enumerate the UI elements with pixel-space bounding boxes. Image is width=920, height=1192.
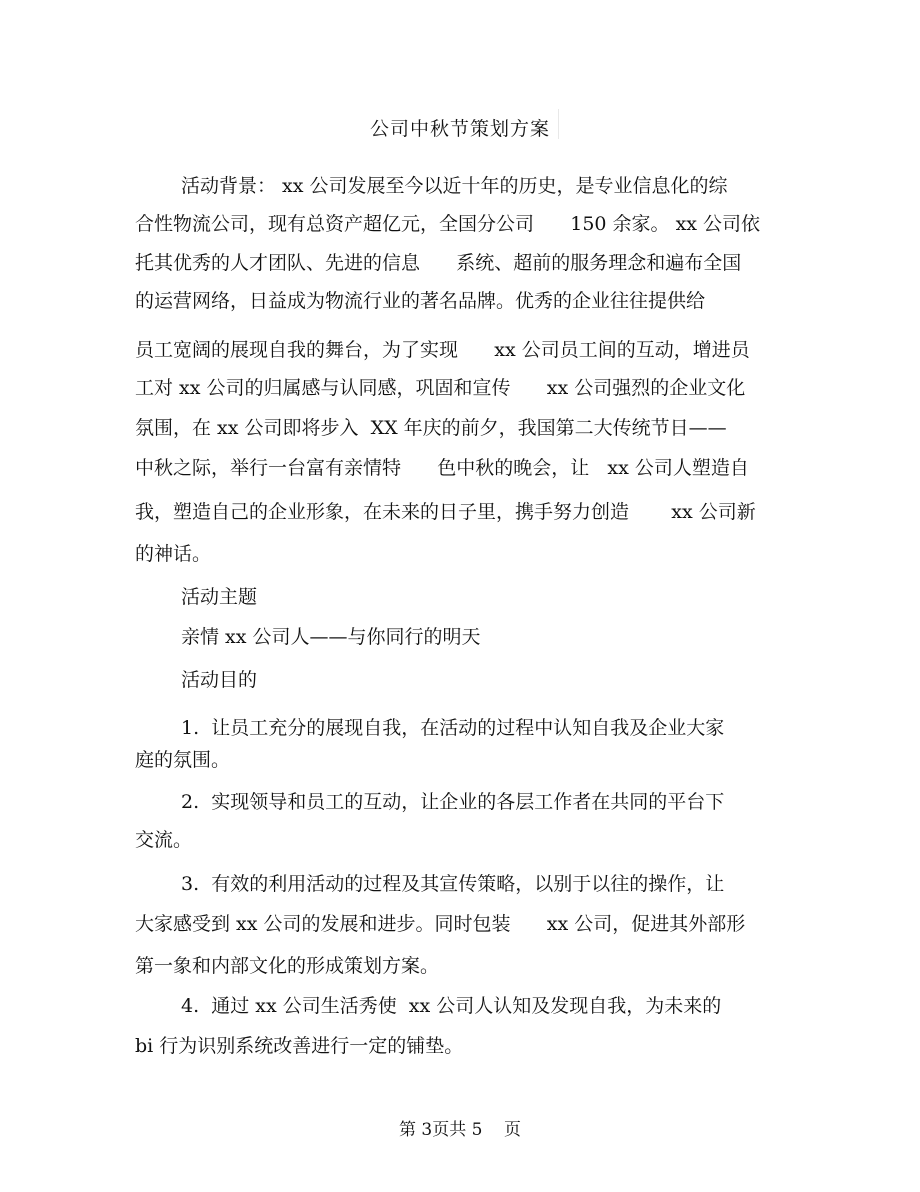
purpose-item-3-cont2: 第一象和内部文化的形成策划方案。	[135, 955, 440, 977]
background-line: 员工宽阔的展现自我的舞台，为了实现 xx 公司员工间的互动，增进员	[135, 339, 750, 361]
page-footer: 第 3页共 5 页	[398, 1120, 522, 1140]
purpose-item-3-cont: 大家感受到 xx 公司的发展和进步。同时包装 xx 公司，促进其外部形	[135, 913, 746, 935]
background-line: 的运营网络，日益成为物流行业的著名品牌。优秀的企业往往提供给	[135, 290, 706, 312]
background-line: 的神话。	[135, 543, 212, 565]
background-line: 托其优秀的人才团队、先进的信息 系统、超前的服务理念和遍布全国	[135, 252, 742, 274]
background-line: 活动背景： xx 公司发展至今以近十年的历史，是专业信息化的综	[181, 175, 728, 197]
background-line: 氛围，在 xx 公司即将步入 XX 年庆的前夕，我国第二大传统节日——	[135, 417, 727, 439]
purpose-item-1: 1. 让员工充分的展现自我，在活动的过程中认知自我及企业大家	[181, 717, 725, 739]
background-line: 我，塑造自己的企业形象，在未来的日子里，携手努力创造 xx 公司新	[135, 501, 756, 523]
purpose-item-4-cont: bi 行为识别系统改善进行一定的铺垫。	[135, 1035, 464, 1057]
theme-text: 亲情 xx 公司人——与你同行的明天	[181, 626, 481, 648]
purpose-item-2-cont: 交流。	[135, 829, 193, 851]
theme-heading: 活动主题	[181, 586, 258, 608]
background-line: 合性物流公司，现有总资产超亿元，全国分公司 150 余家。 xx 公司依	[135, 213, 761, 235]
purpose-item-2: 2. 实现领导和员工的互动，让企业的各层工作者在共同的平台下	[181, 791, 725, 813]
document-title: 公司中秋节策划方案	[369, 118, 550, 140]
purpose-item-3: 3. 有效的利用活动的过程及其宣传策略，以别于以往的操作，让	[181, 873, 725, 895]
background-line: 工对 xx 公司的归属感与认同感，巩固和宣传 xx 公司强烈的企业文化	[135, 377, 746, 399]
background-line: 中秋之际，举行一台富有亲情特 色中秋的晚会，让 xx 公司人塑造自	[135, 457, 749, 479]
purpose-item-4: 4. 通过 xx 公司生活秀使 xx 公司人认知及发现自我，为未来的	[181, 995, 722, 1017]
purpose-heading: 活动目的	[181, 669, 258, 691]
purpose-item-1-cont: 庭的氛围。	[135, 749, 231, 771]
